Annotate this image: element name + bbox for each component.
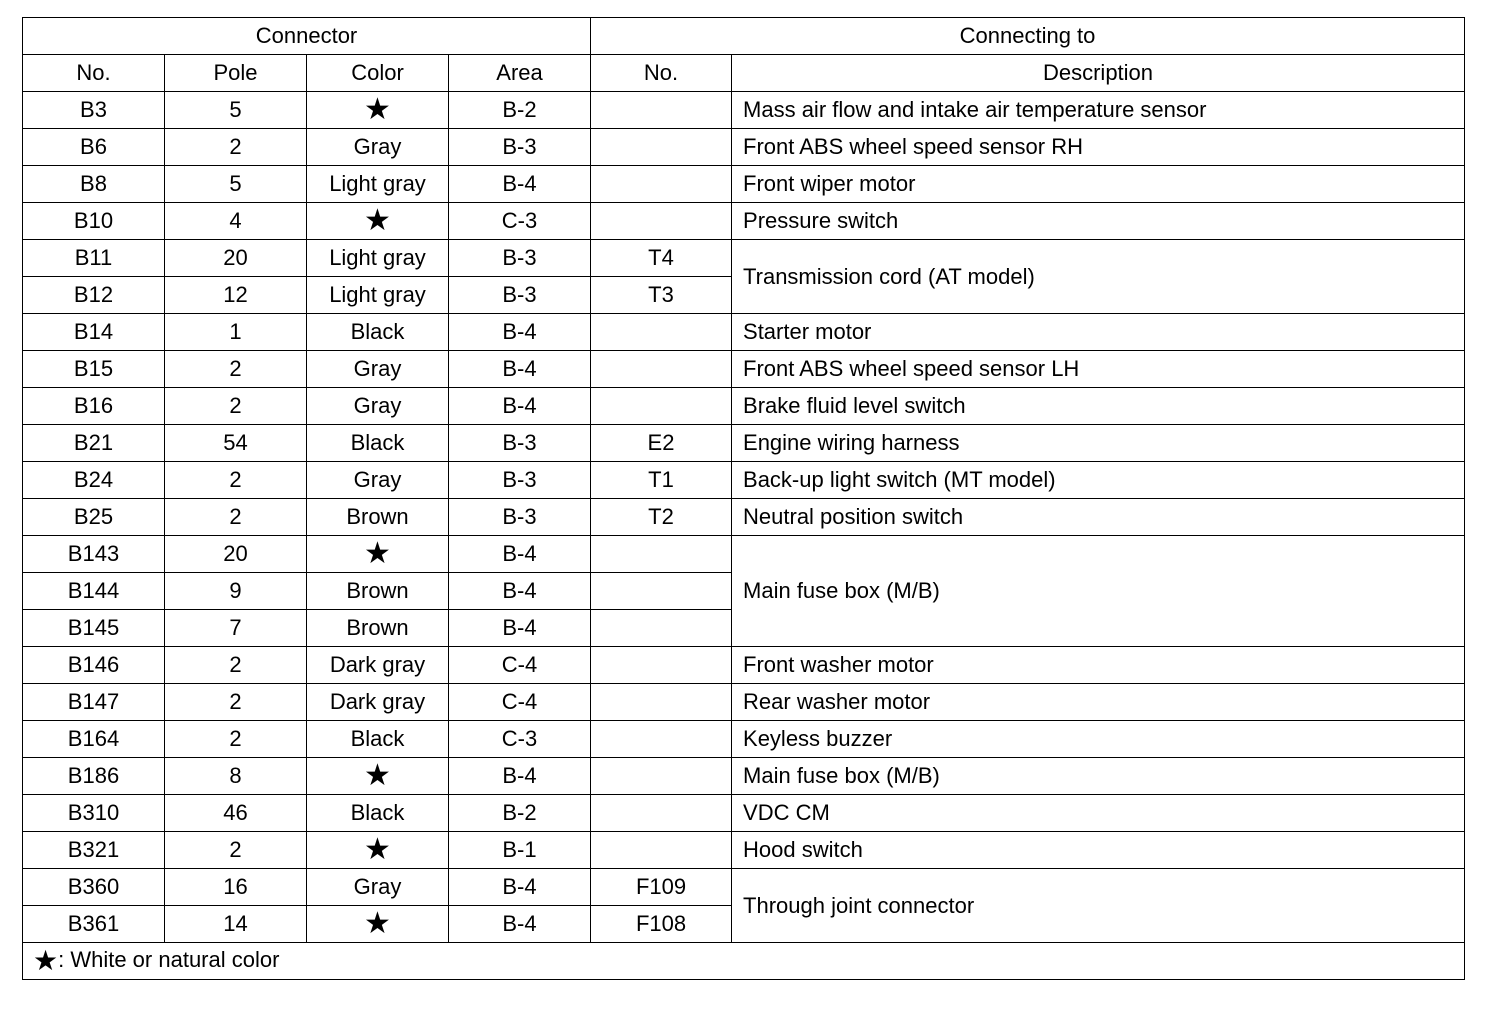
connecting-to-no xyxy=(591,129,732,166)
connecting-to-no xyxy=(591,536,732,573)
connector-no: B24 xyxy=(23,462,165,499)
description: Rear washer motor xyxy=(732,684,1465,721)
connector-no: B310 xyxy=(23,795,165,832)
connector-no: B21 xyxy=(23,425,165,462)
connector-color-star-icon: ★ xyxy=(307,92,449,129)
connector-color: Gray xyxy=(307,869,449,906)
area: B-4 xyxy=(449,869,591,906)
connector-no: B12 xyxy=(23,277,165,314)
area: B-3 xyxy=(449,277,591,314)
col-header-description: Description xyxy=(732,55,1465,92)
connector-no: B3 xyxy=(23,92,165,129)
connector-color: Gray xyxy=(307,129,449,166)
footnote-row xyxy=(23,943,1465,980)
connector-table xyxy=(22,17,1465,980)
connector-color: Black xyxy=(307,795,449,832)
area: B-3 xyxy=(449,425,591,462)
col-header-area: Area xyxy=(449,55,591,92)
table-row xyxy=(23,314,1465,351)
area: B-4 xyxy=(449,351,591,388)
connector-no: B147 xyxy=(23,684,165,721)
connecting-to-no xyxy=(591,351,732,388)
pole-count: 2 xyxy=(165,462,307,499)
table-row xyxy=(23,92,1465,129)
connecting-to-no: E2 xyxy=(591,425,732,462)
connector-color: Gray xyxy=(307,462,449,499)
connector-no: B144 xyxy=(23,573,165,610)
column-header-row xyxy=(23,55,1465,92)
connector-color-star-icon: ★ xyxy=(307,758,449,795)
connector-no: B8 xyxy=(23,166,165,203)
pole-count: 2 xyxy=(165,832,307,869)
connecting-to-no xyxy=(591,758,732,795)
connector-color-star-icon: ★ xyxy=(307,536,449,573)
col-header-to-no: No. xyxy=(591,55,732,92)
description: VDC CM xyxy=(732,795,1465,832)
connector-color-star-icon: ★ xyxy=(307,203,449,240)
pole-count: 12 xyxy=(165,277,307,314)
connecting-to-group-header: Connecting to xyxy=(591,18,1465,55)
table-row xyxy=(23,166,1465,203)
pole-count: 5 xyxy=(165,92,307,129)
pole-count: 9 xyxy=(165,573,307,610)
group-header-row xyxy=(23,18,1465,55)
pole-count: 2 xyxy=(165,129,307,166)
area: B-3 xyxy=(449,129,591,166)
connector-no: B143 xyxy=(23,536,165,573)
connector-no: B25 xyxy=(23,499,165,536)
pole-count: 4 xyxy=(165,203,307,240)
area: B-3 xyxy=(449,462,591,499)
connecting-to-no: T3 xyxy=(591,277,732,314)
connector-no: B15 xyxy=(23,351,165,388)
area: B-2 xyxy=(449,92,591,129)
connecting-to-no xyxy=(591,573,732,610)
description: Engine wiring harness xyxy=(732,425,1465,462)
connector-no: B145 xyxy=(23,610,165,647)
area: B-4 xyxy=(449,610,591,647)
connector-group-header: Connector xyxy=(23,18,591,55)
description: Back-up light switch (MT model) xyxy=(732,462,1465,499)
table-row xyxy=(23,129,1465,166)
table-row xyxy=(23,388,1465,425)
connector-no: B164 xyxy=(23,721,165,758)
footnote xyxy=(23,943,1465,980)
description: Through joint connector xyxy=(732,869,1465,943)
connector-color: Light gray xyxy=(307,240,449,277)
connector-no: B10 xyxy=(23,203,165,240)
connector-color-star-icon: ★ xyxy=(307,832,449,869)
connector-color: Dark gray xyxy=(307,684,449,721)
table-row xyxy=(23,499,1465,536)
connector-color: Light gray xyxy=(307,277,449,314)
connector-color: Brown xyxy=(307,610,449,647)
pole-count: 5 xyxy=(165,166,307,203)
connector-no: B321 xyxy=(23,832,165,869)
description: Neutral position switch xyxy=(732,499,1465,536)
pole-count: 16 xyxy=(165,869,307,906)
connector-color: Gray xyxy=(307,388,449,425)
description: Transmission cord (AT model) xyxy=(732,240,1465,314)
connector-color: Light gray xyxy=(307,166,449,203)
area: B-2 xyxy=(449,795,591,832)
connector-color: Brown xyxy=(307,573,449,610)
connecting-to-no xyxy=(591,647,732,684)
description: Front ABS wheel speed sensor RH xyxy=(732,129,1465,166)
connecting-to-no xyxy=(591,610,732,647)
connecting-to-no xyxy=(591,166,732,203)
description: Keyless buzzer xyxy=(732,721,1465,758)
connector-no: B14 xyxy=(23,314,165,351)
area: B-4 xyxy=(449,573,591,610)
pole-count: 2 xyxy=(165,647,307,684)
connector-color: Black xyxy=(307,425,449,462)
area: B-3 xyxy=(449,499,591,536)
description: Hood switch xyxy=(732,832,1465,869)
table-row xyxy=(23,721,1465,758)
col-header-no: No. xyxy=(23,55,165,92)
table-row xyxy=(23,684,1465,721)
table-row xyxy=(23,462,1465,499)
area: B-4 xyxy=(449,388,591,425)
table-row xyxy=(23,758,1465,795)
connector-no: B360 xyxy=(23,869,165,906)
table-row xyxy=(23,795,1465,832)
area: B-4 xyxy=(449,314,591,351)
connecting-to-no: F109 xyxy=(591,869,732,906)
table-row xyxy=(23,647,1465,684)
table-row xyxy=(23,832,1465,869)
connecting-to-no xyxy=(591,832,732,869)
area: B-4 xyxy=(449,906,591,943)
connecting-to-no: F108 xyxy=(591,906,732,943)
pole-count: 2 xyxy=(165,684,307,721)
connector-color: Gray xyxy=(307,351,449,388)
description: Front ABS wheel speed sensor LH xyxy=(732,351,1465,388)
pole-count: 2 xyxy=(165,721,307,758)
area: B-4 xyxy=(449,166,591,203)
description: Front wiper motor xyxy=(732,166,1465,203)
description: Brake fluid level switch xyxy=(732,388,1465,425)
connecting-to-no xyxy=(591,388,732,425)
connector-no: B186 xyxy=(23,758,165,795)
connector-no: B16 xyxy=(23,388,165,425)
table-row xyxy=(23,203,1465,240)
pole-count: 2 xyxy=(165,388,307,425)
connector-color: Brown xyxy=(307,499,449,536)
connector-color-star-icon: ★ xyxy=(307,906,449,943)
connecting-to-no: T1 xyxy=(591,462,732,499)
connector-color: Dark gray xyxy=(307,647,449,684)
connecting-to-no xyxy=(591,92,732,129)
pole-count: 46 xyxy=(165,795,307,832)
connector-color: Black xyxy=(307,314,449,351)
connecting-to-no xyxy=(591,721,732,758)
col-header-color: Color xyxy=(307,55,449,92)
pole-count: 1 xyxy=(165,314,307,351)
area: B-4 xyxy=(449,536,591,573)
area: B-3 xyxy=(449,240,591,277)
pole-count: 7 xyxy=(165,610,307,647)
connector-no: B361 xyxy=(23,906,165,943)
description: Pressure switch xyxy=(732,203,1465,240)
footnote-text: : White or natural color xyxy=(58,947,280,972)
pole-count: 20 xyxy=(165,240,307,277)
connector-no: B146 xyxy=(23,647,165,684)
star-icon: ★ xyxy=(33,945,59,976)
col-header-pole: Pole xyxy=(165,55,307,92)
pole-count: 2 xyxy=(165,499,307,536)
pole-count: 8 xyxy=(165,758,307,795)
description: Main fuse box (M/B) xyxy=(732,758,1465,795)
area: B-4 xyxy=(449,758,591,795)
description: Mass air flow and intake air temperature sensor xyxy=(732,92,1465,129)
connector-no: B11 xyxy=(23,240,165,277)
description: Front washer motor xyxy=(732,647,1465,684)
table-body xyxy=(23,92,1465,943)
table-row xyxy=(23,351,1465,388)
description: Main fuse box (M/B) xyxy=(732,536,1465,647)
table-row xyxy=(23,536,1465,573)
connector-no: B6 xyxy=(23,129,165,166)
area: C-3 xyxy=(449,721,591,758)
table-row xyxy=(23,425,1465,462)
area: C-3 xyxy=(449,203,591,240)
pole-count: 20 xyxy=(165,536,307,573)
area: C-4 xyxy=(449,647,591,684)
table-row xyxy=(23,869,1465,906)
area: B-1 xyxy=(449,832,591,869)
description: Starter motor xyxy=(732,314,1465,351)
connector-color: Black xyxy=(307,721,449,758)
pole-count: 54 xyxy=(165,425,307,462)
connecting-to-no xyxy=(591,684,732,721)
pole-count: 2 xyxy=(165,351,307,388)
pole-count: 14 xyxy=(165,906,307,943)
connecting-to-no: T4 xyxy=(591,240,732,277)
area: C-4 xyxy=(449,684,591,721)
connecting-to-no xyxy=(591,795,732,832)
connecting-to-no xyxy=(591,203,732,240)
connecting-to-no: T2 xyxy=(591,499,732,536)
table-row xyxy=(23,240,1465,277)
connecting-to-no xyxy=(591,314,732,351)
